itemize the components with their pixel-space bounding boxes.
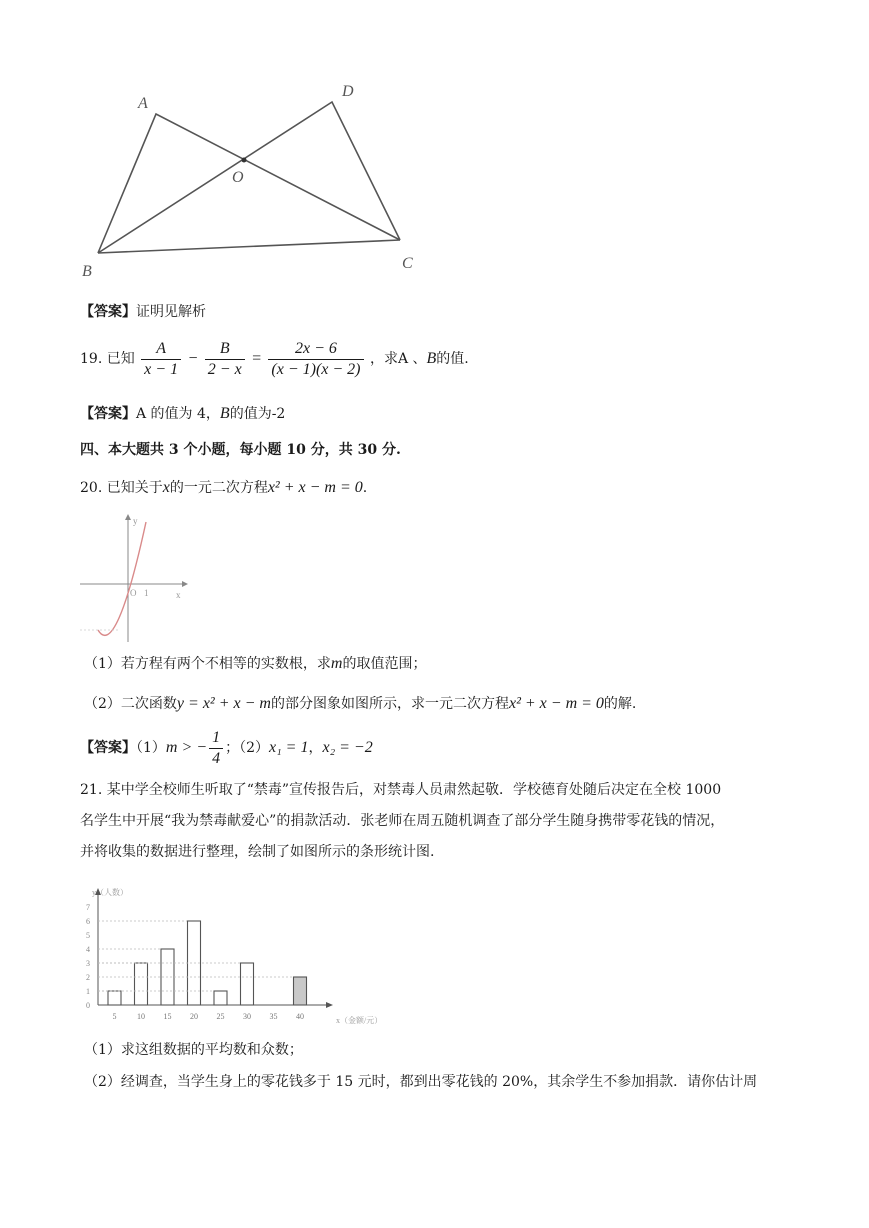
- y-tick-label: 7: [86, 903, 90, 912]
- x-tick-label: 20: [190, 1012, 198, 1021]
- answer-tag: 【答案】: [80, 740, 136, 756]
- question-end: .: [362, 480, 368, 496]
- bar: [135, 963, 148, 1005]
- parabola-figure: [78, 512, 188, 647]
- x-tick-label: 35: [269, 1012, 278, 1021]
- x-tick-label: 25: [216, 1012, 225, 1021]
- x-axis-label: x（金额/元）: [336, 1016, 383, 1025]
- equation: x² + x − m = 0: [267, 479, 363, 496]
- origin-label: O: [130, 588, 137, 598]
- equals-sign: =: [251, 350, 262, 367]
- bar: [241, 963, 254, 1005]
- equation: x² + x − m = 0: [508, 695, 604, 712]
- question-number: 21.: [80, 782, 103, 798]
- bar: [214, 991, 227, 1005]
- y-tick-label: 1: [86, 987, 90, 996]
- bar-chart: [78, 880, 388, 1028]
- bar: [294, 977, 307, 1005]
- root-1: x₁ = 1: [269, 739, 309, 756]
- y-tick-label: 2: [86, 973, 90, 982]
- label-b: B: [82, 263, 92, 280]
- question-19: [80, 338, 469, 380]
- q18-answer: [80, 302, 206, 322]
- question-mid: 的一元二次方程: [169, 480, 268, 496]
- q19-answer: [80, 404, 285, 424]
- y-axis-label: y（人数）: [92, 888, 128, 897]
- x-tick-label: 5: [112, 1012, 117, 1021]
- label-d: D: [342, 83, 354, 100]
- x-tick-label: 15: [163, 1012, 172, 1021]
- question-tail: ，求A 、: [369, 351, 427, 367]
- fraction-rhs: $\frac{2x - 6}{(x - 1)(x - 2)}$: [268, 339, 363, 380]
- var-x: x: [162, 479, 170, 496]
- label-o: O: [232, 169, 244, 186]
- var-b: B: [219, 405, 230, 422]
- question-20: [80, 476, 367, 500]
- x-axis-arrow: [326, 1002, 333, 1008]
- q20-part-2: （2）二次函数y = x² + x − m的部分图象如图所示，求一元二次方程x² + x − m = 0的解.: [84, 695, 637, 712]
- question-tail-2: 的值.: [436, 351, 469, 367]
- function-expr: y = x² + x − m: [176, 695, 271, 712]
- minus-sign: −: [187, 350, 199, 367]
- question-21-line-2: 名学生中开展“我为禁毒献爱心”的捐款活动．张老师在周五随机调查了部分学生随身携带零花钱的情况，: [80, 813, 725, 829]
- axis-x-label: x: [176, 590, 181, 600]
- fraction-a: $\frac{A}{x - 1}$: [141, 339, 181, 380]
- tick-one-label: 1: [144, 588, 149, 598]
- axis-y-label: y: [133, 516, 138, 526]
- x-tick-label: 10: [137, 1012, 145, 1021]
- y-tick-label: 3: [86, 959, 90, 968]
- label-a: A: [138, 95, 148, 112]
- answer-text: A 的值为 4，: [136, 406, 220, 422]
- question-lead: 已知: [106, 351, 135, 367]
- y-tick-label: 5: [86, 931, 90, 940]
- q20-answer: 【答案】（1）m > − $\frac{1}{4}$ ；（2）x₁ = 1，x₂ = −2: [80, 728, 373, 767]
- y-tick-label: 0: [86, 1001, 90, 1010]
- bar: [108, 991, 121, 1005]
- question-number: 19.: [80, 351, 103, 367]
- label-c: C: [402, 255, 413, 272]
- answer-tag: 【答案】: [80, 406, 136, 422]
- var-m: m: [330, 655, 343, 672]
- x-tick-label: 30: [243, 1012, 251, 1021]
- y-tick-label: 6: [86, 917, 90, 926]
- answer-text: 证明见解析: [136, 304, 206, 320]
- root-2: x₂ = −2: [322, 739, 373, 756]
- inequality: m > −: [165, 739, 208, 756]
- answer-tag: 【答案】: [80, 304, 136, 320]
- fraction-quarter: $\frac{1}{4}$: [209, 728, 223, 769]
- answer-text-2: 的值为-2: [229, 406, 286, 422]
- question-21-line-1: 21. 某中学全校师生听取了“禁毒”宣传报告后，对禁毒人员肃然起敬．学校德育处随后决定在全校 1000: [80, 782, 722, 798]
- fraction-b: $\frac{B}{2 - x}$: [205, 339, 245, 380]
- q21-part-2: （2）经调查，当学生身上的零花钱多于 15 元时，都到出零花钱的 20%，其余学生不参加捐款．请你估计周: [84, 1074, 758, 1090]
- question-21-line-3: 并将收集的数据进行整理，绘制了如图所示的条形统计图.: [80, 844, 435, 860]
- question-lead: 已知关于: [106, 480, 163, 496]
- var-b: B: [426, 350, 437, 367]
- x-tick-label: 40: [296, 1012, 304, 1021]
- question-number: 20.: [80, 480, 103, 496]
- q20-part-1: （1）若方程有两个不相等的实数根，求m的取值范围；: [84, 655, 427, 672]
- triangle-figure: [80, 78, 420, 283]
- section-heading: 四、本大题共 3 个小题，每小题 10 分，共 30 分.: [80, 442, 401, 458]
- y-tick-label: 4: [86, 945, 90, 954]
- q21-part-1: （1）求这组数据的平均数和众数；: [84, 1042, 303, 1058]
- question-21: [80, 775, 800, 868]
